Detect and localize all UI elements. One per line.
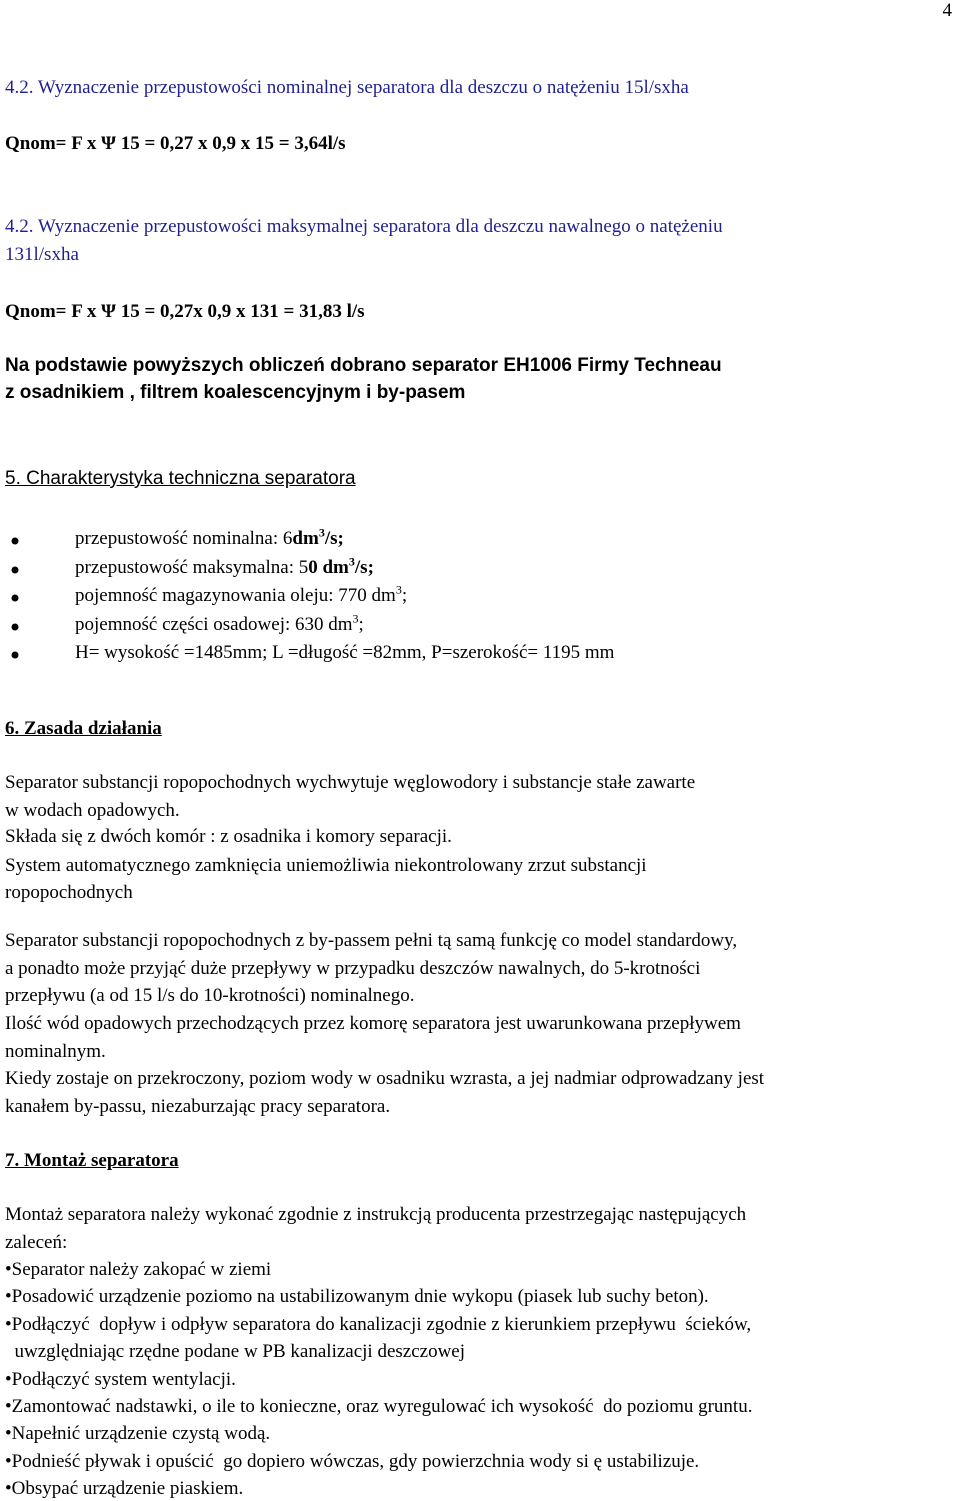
body-line: Kiedy zostaje on przekroczony, poziom wody w osadniku wzrasta, a jej nadmiar odprowadzany jest	[5, 1068, 765, 1089]
formula-maximal: Qnom= F x Ψ 15 = 0,27x 0,9 x 131 = 31,83 l/s	[5, 301, 365, 322]
section-heading-5: 5. Charakterystyka techniczna separatora	[5, 468, 356, 489]
instruction-item: •Posadowić urządzenie poziomo na ustabilizowanym dnie wykopu (piasek lub suchy beton).	[5, 1286, 709, 1307]
body-line: Składa się z dwóch komór : z osadnika i komory separacji.	[5, 826, 452, 847]
body-line: kanałem by-passu, niezaburzając pracy separatora.	[5, 1096, 391, 1117]
body-line: Ilość wód opadowych przechodzących przez komorę separatora jest uwarunkowana przepływem	[5, 1013, 741, 1034]
body-line: ropopochodnych	[5, 882, 133, 903]
section-heading-6: 6. Zasada działania	[5, 718, 162, 739]
formula-nominal: Qnom= F x Ψ 15 = 0,27 x 0,9 x 15 = 3,64l/s	[5, 133, 346, 154]
body-line: a ponadto może przyjąć duże przepływy w przypadku deszczów nawalnych, do 5-krotności	[5, 958, 701, 979]
bullet-icon	[5, 642, 25, 670]
bullet-icon	[5, 528, 25, 556]
section-heading-4-2-maximal-cont: 131l/sxha	[5, 244, 79, 265]
instruction-item: •Podłączyć dopływ i odpływ separatora do kanalizacji zgodnie z kierunkiem przepływu ścieków,	[5, 1314, 752, 1335]
instruction-item: •Podnieść pływak i opuścić go dopiero wówczas, gdy powierzchnia wody si ę ustabilizuje.	[5, 1451, 700, 1472]
instruction-item: •Podłączyć system wentylacji.	[5, 1369, 236, 1390]
spec-item: przepustowość nominalna: $6dm^3/s$;	[75, 525, 344, 549]
body-line: w wodach opadowych.	[5, 800, 180, 821]
body-line: Separator substancji ropopochodnych wychwytuje węglowodory i substancje stałe zawarte	[5, 772, 696, 793]
separator-choice-line-2: z osadnikiem , filtrem koalescencyjnym i by-pasem	[5, 382, 466, 403]
body-line: System automatycznego zamknięcia uniemożliwia niekontrolowany zrzut substancji	[5, 855, 647, 876]
spec-item: H= wysokość =1485mm; L =długość =82mm, P=szerokość= 1195 mm	[75, 642, 615, 663]
body-line: Separator substancji ropopochodnych z by-passem pełni tą samą funkcję co model standardowy,	[5, 930, 738, 951]
separator-choice-line-1: Na podstawie powyższych obliczeń dobrano separator EH1006 Firmy Techneau	[5, 355, 722, 376]
instruction-item: •Napełnić urządzenie czystą wodą.	[5, 1423, 271, 1444]
section-7-intro-1: Montaż separatora należy wykonać zgodnie z instrukcją producenta przestrzegając następujących	[5, 1204, 747, 1225]
spec-item: przepustowość maksymalna: 50 $dm^3/s$;	[75, 554, 374, 578]
instruction-item: •Zamontować nadstawki, o ile to konieczne, oraz wyregulować ich wysokość do poziomu gruntu.	[5, 1396, 753, 1417]
bullet-icon	[5, 585, 25, 613]
instruction-item: uwzględniając rzędne podane w PB kanalizacji deszczowej	[5, 1341, 466, 1362]
instruction-item: •Separator należy zakopać w ziemi	[5, 1259, 272, 1280]
spec-item: pojemność części osadowej: 630 $dm^3$;	[75, 611, 364, 635]
bullet-icon	[5, 614, 25, 642]
section-heading-7: 7. Montaż separatora	[5, 1150, 179, 1171]
body-line: nominalnym.	[5, 1041, 106, 1062]
page-number: 4	[942, 0, 952, 21]
bullet-icon	[5, 557, 25, 585]
body-line: przepływu (a od 15 l/s do 10-krotności) nominalnego.	[5, 985, 415, 1006]
section-7-intro-2: zaleceń:	[5, 1232, 68, 1253]
section-heading-4-2-nominal: 4.2. Wyznaczenie przepustowości nominalnej separatora dla deszczu o natężeniu 15l/sxha	[5, 77, 689, 98]
spec-item: pojemność magazynowania oleju: 770 $dm^3$;	[75, 582, 408, 606]
section-heading-4-2-maximal: 4.2. Wyznaczenie przepustowości maksymalnej separatora dla deszczu nawalnego o natężeniu	[5, 216, 723, 237]
instruction-item: •Obsypać urządzenie piaskiem.	[5, 1478, 244, 1499]
